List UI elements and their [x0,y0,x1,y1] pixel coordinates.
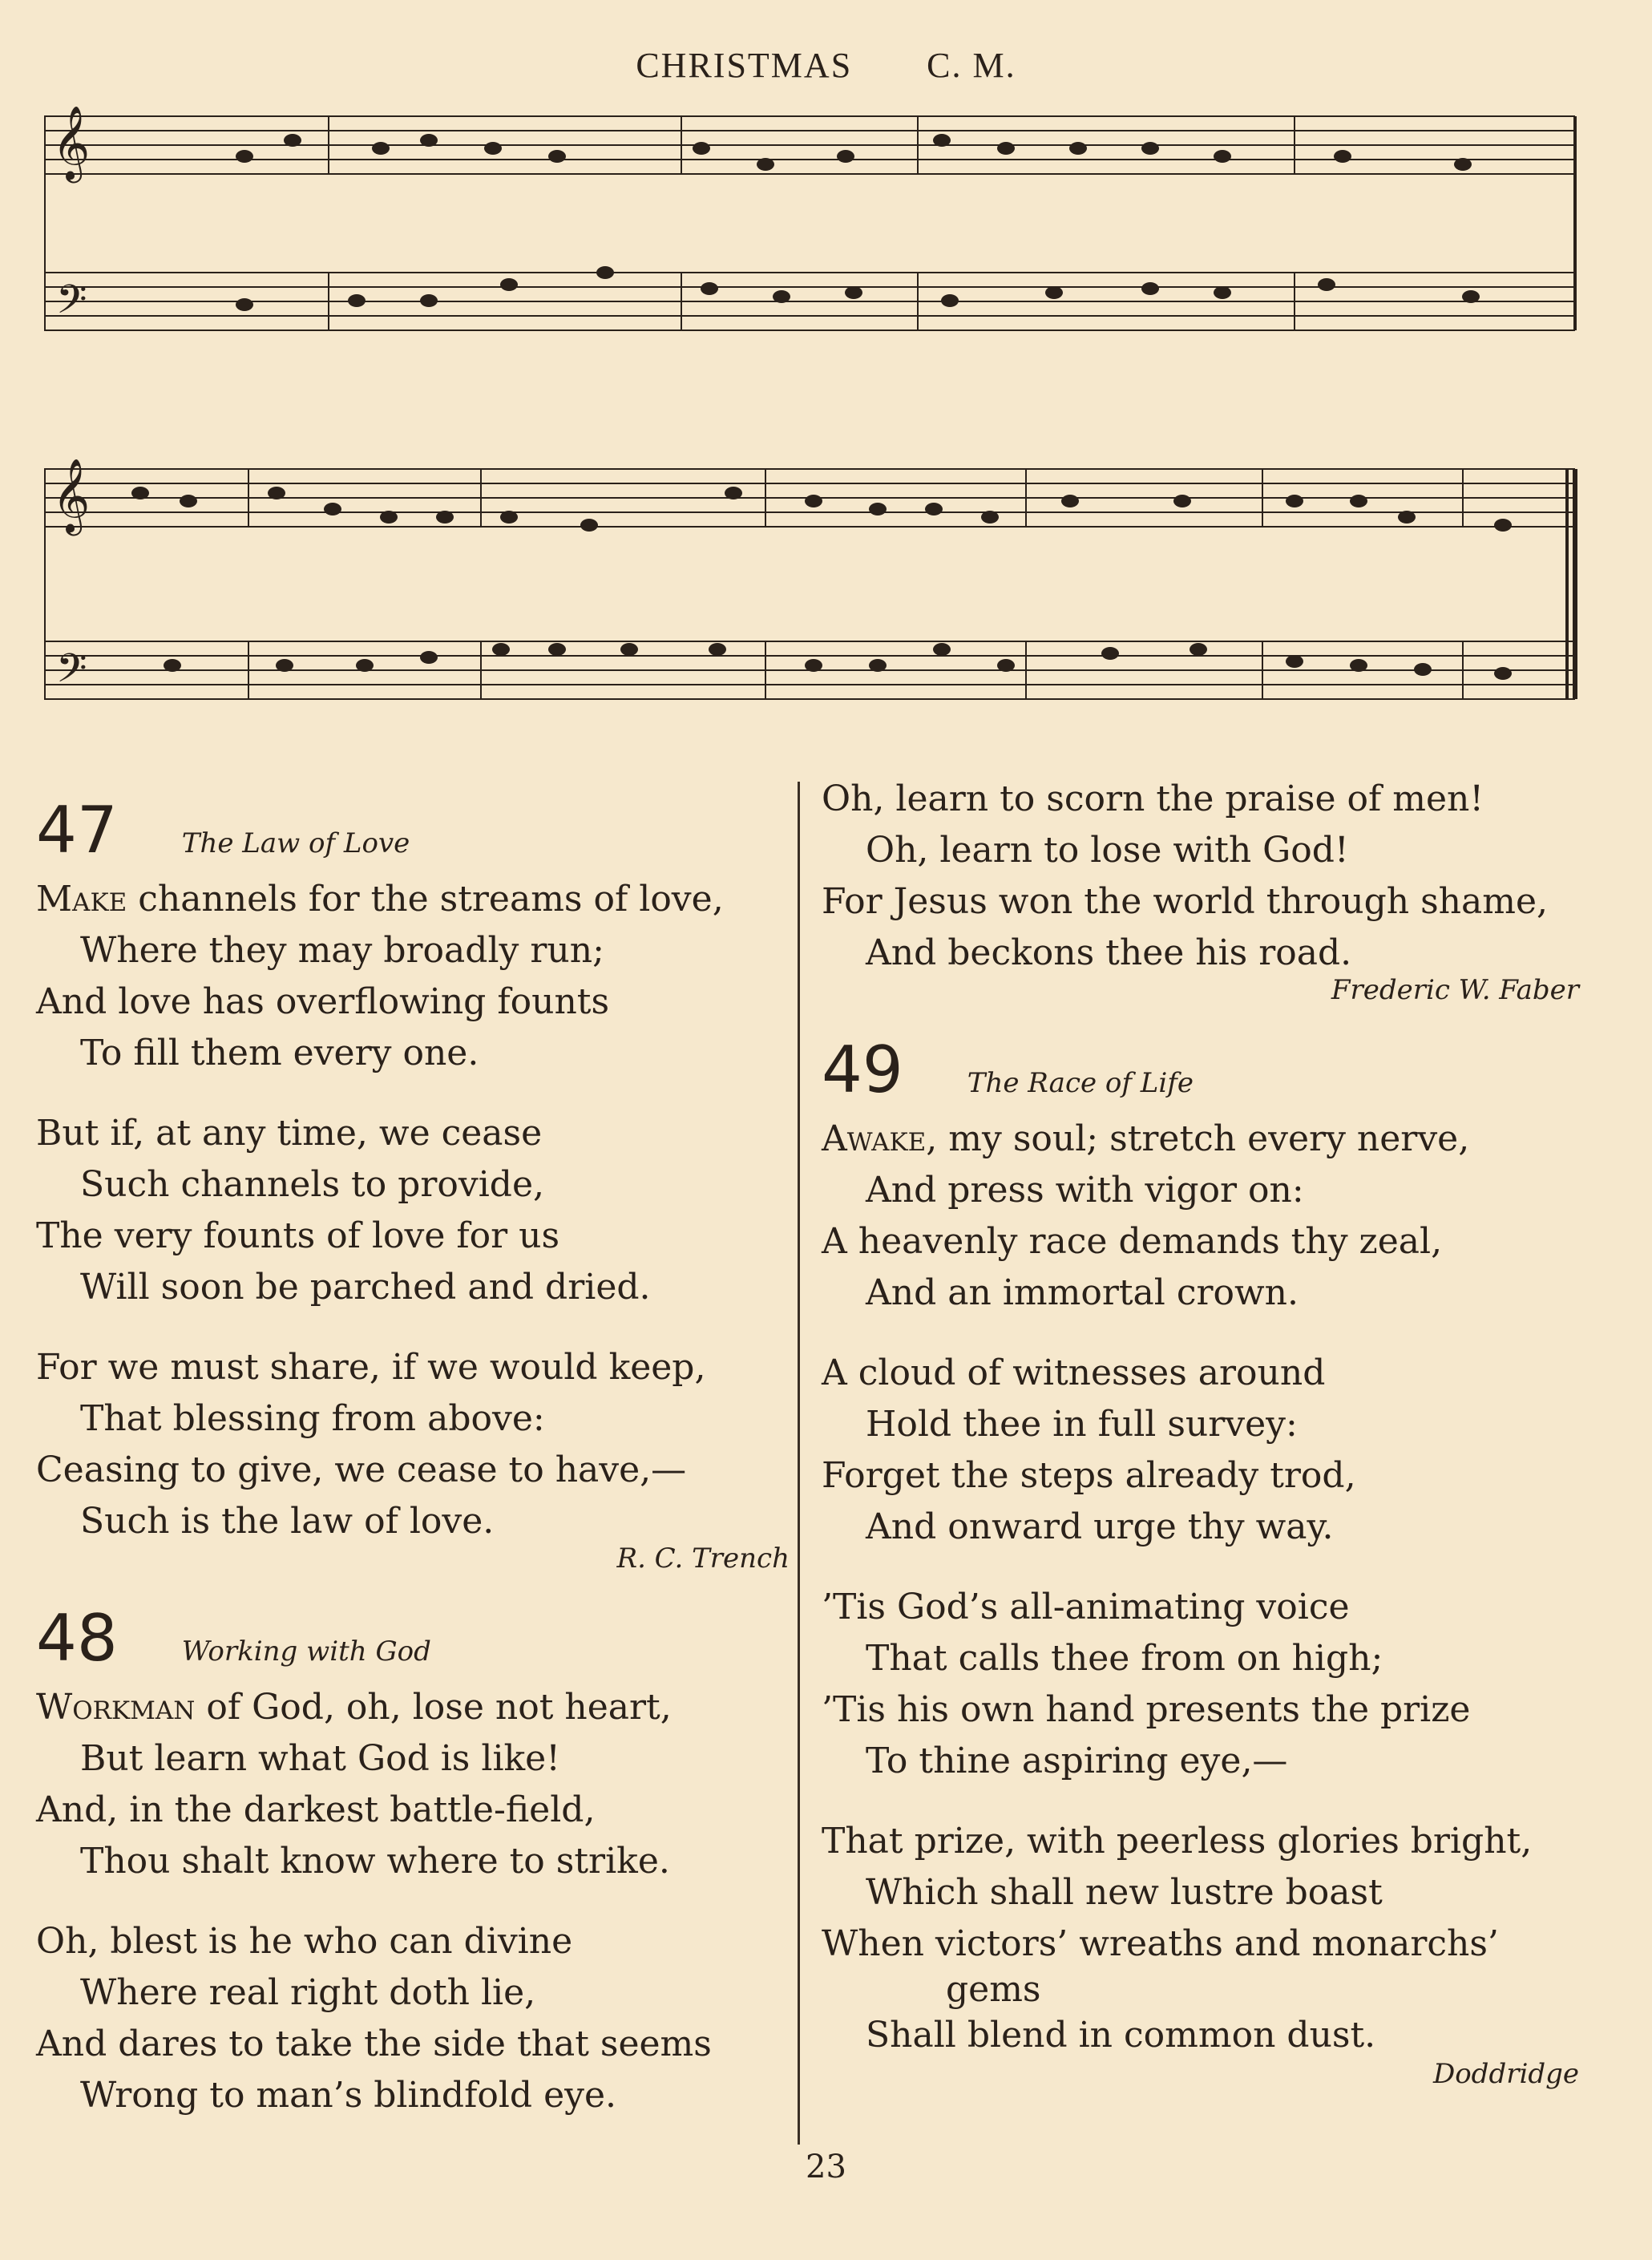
svg-text:𝄞: 𝄞 [52,458,91,532]
verse-line: And beckons thee his road. [866,932,1352,973]
stanza [36,874,790,1079]
hymn-header [36,793,790,867]
verse-line-rest: of God, oh, lose not heart, [195,1687,672,1728]
verse-line: Such channels to provide, [80,1164,544,1205]
tune-heading [0,45,1652,86]
svg-text:𝄞: 𝄞 [52,105,91,180]
hymn-number: 48 [36,1601,118,1676]
hymn-author: Frederic W. Faber [1331,974,1579,1006]
verse-line: But learn what God is like! [80,1738,560,1779]
svg-text:𝄢: 𝄢 [56,645,87,701]
verse-line: ’Tis his own hand presents the prize [822,1689,1471,1730]
verse-line: Forget the steps already trod, [822,1455,1356,1496]
verse-line: For we must share, if we would keep, [36,1347,706,1388]
stanza [36,1682,790,1887]
verse-line: And onward urge thy way. [866,1506,1334,1547]
stanza [822,1348,1579,1553]
notes-1 [236,134,1480,311]
verse-line: Such is the law of love. [80,1501,495,1542]
bass-staff-1 [44,273,1575,330]
verse-line-rest: , my soul; stretch every nerve, [926,1118,1470,1159]
verse-line: Oh, learn to lose with God! [866,830,1349,871]
notes-2 [131,487,1512,680]
verse-line: And dares to take the side that seems [36,2023,712,2064]
verse-lead-word: Awake [822,1118,927,1159]
verse-line: And, in the darkest battle-field, [36,1789,596,1830]
verse-line: Wrong to man’s blindfold eye. [80,2075,617,2116]
verse-line: Ceasing to give, we cease to have,— [36,1449,687,1490]
hymn-header [822,1033,1579,1107]
music-score [44,84,1579,750]
hymn-48 [36,1601,790,2121]
page-number: 23 [806,2149,846,2185]
system-1 [44,105,1575,333]
verse-line: And press with vigor on: [866,1170,1304,1211]
verse-line [36,874,790,925]
verse-line: That calls thee from on high; [866,1638,1383,1679]
verse-line: Oh, blest is he who can divine [36,1921,573,1962]
hymn-header [36,1601,790,1676]
verse-line: Will soon be parched and dried. [80,1267,651,1308]
tune-meter: C. M. [927,46,1016,85]
stanza [822,1114,1579,1319]
verse-line: gems [946,1969,1041,2010]
verse-line [36,1682,790,1733]
stanza [36,1916,790,2121]
hymn-author: R. C. Trench [616,1542,790,1575]
stanza [36,1108,790,1313]
hymn-number: 49 [822,1033,903,1107]
verse-line: The very founts of love for us [36,1215,560,1256]
verse-line: To fill them every one. [80,1033,479,1073]
verse-line-rest: channels for the streams of love, [127,879,724,920]
verse-line: Where real right doth lie, [80,1972,536,2013]
verse-line: That blessing from above: [80,1398,545,1439]
verse-line: But if, at any time, we cease [36,1113,543,1154]
verse-line: Where they may broadly run; [80,930,604,971]
system-2 [44,458,1575,701]
treble-staff-1 [44,116,1575,174]
stanza [822,1582,1579,1787]
hymn-title: The Race of Life [967,1067,1194,1099]
verse-line: A cloud of witnesses around [822,1352,1326,1393]
verse-line: Which shall new lustre boast [866,1872,1383,1913]
right-column [822,774,1579,2122]
verse-line [822,1114,1579,1165]
verse-line: And love has overflowing founts [36,981,610,1022]
verse-line: A heavenly race demands thy zeal, [822,1221,1443,1262]
verse-lead-word: Workman [36,1687,196,1728]
verse-line: To thine aspiring eye,— [866,1740,1288,1781]
stanza [822,1816,1579,2061]
stanza [36,1342,790,1547]
verse-line: When victors’ wreaths and monarchs’ [822,1923,1499,1964]
stanza [822,774,1579,979]
svg-text:𝄢: 𝄢 [56,277,87,333]
hymn-number: 47 [36,793,118,867]
verse-line: For Jesus won the world through shame, [822,881,1548,922]
barlines-2 [248,469,1463,699]
verse-lead-word: Make [36,879,127,920]
hymn-47 [36,793,790,1575]
verse-line: Thou shalt know where to strike. [80,1841,670,1882]
verse-line: Oh, learn to scorn the praise of men! [822,778,1484,819]
verse-line: Hold thee in full survey: [866,1404,1298,1445]
hymn-49 [822,1033,1579,2090]
verse-line: ’Tis God’s all-animating voice [822,1587,1350,1627]
left-column [36,778,790,2150]
hymn-author: Doddridge [1432,2058,1579,2090]
tune-name: CHRISTMAS [636,46,853,85]
hymn-title: Working with God [181,1635,431,1668]
verse-line: That prize, with peerless glories bright, [822,1821,1533,1862]
verse-line: Shall blend in common dust. [866,2015,1376,2056]
column-divider [798,782,800,2145]
hymn-title: The Law of Love [181,827,410,859]
verse-line: And an immortal crown. [866,1272,1299,1313]
